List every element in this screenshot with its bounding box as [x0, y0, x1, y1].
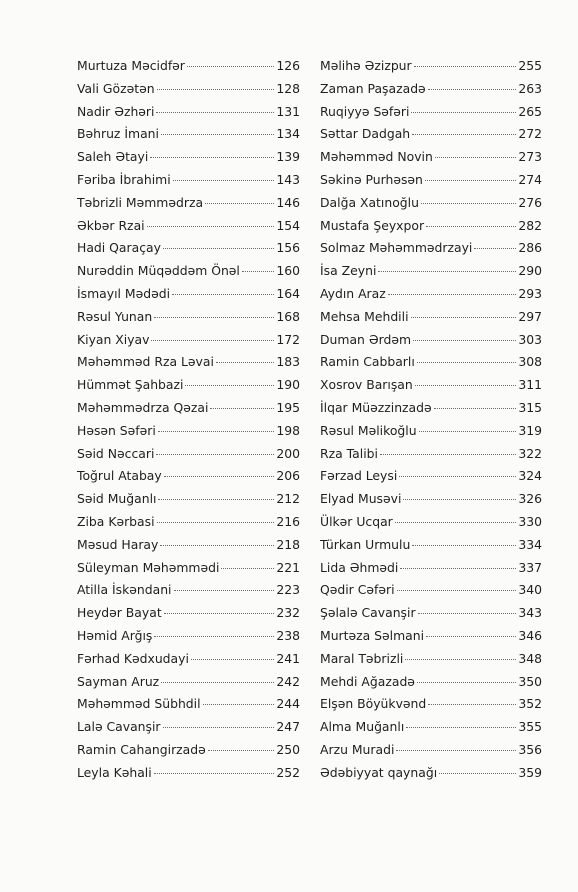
entry-page-number: 255 [518, 58, 542, 73]
entry-name: Hümmət Şahbazi [77, 377, 184, 393]
entry-page-number: 221 [276, 559, 300, 575]
entry-page-number: 276 [518, 194, 542, 210]
index-entry [77, 560, 300, 583]
entry-page-number: 252 [276, 764, 300, 780]
entry-page-number: 334 [518, 536, 542, 552]
entry-name: Hadi Qaraçay [77, 240, 161, 256]
index-entry [320, 696, 542, 719]
index-entry [320, 240, 542, 263]
entry-page-number: 198 [276, 422, 300, 438]
entry-name: Fərzad Leysi [320, 468, 398, 484]
index-entry [77, 81, 300, 104]
entry-name: Məhəmməd Sübhdil [77, 696, 201, 712]
entry-name: Türkan Urmulu [320, 536, 411, 552]
entry-page-number: 160 [276, 263, 300, 279]
dot-leader [378, 271, 516, 272]
index-entry [77, 468, 300, 491]
entry-page-number: 223 [276, 582, 300, 598]
entry-name: Arzu Muradi [320, 741, 395, 757]
entry-page-number: 322 [518, 445, 542, 461]
entry-page-number: 131 [276, 103, 300, 119]
dot-leader [412, 545, 516, 546]
index-entry [77, 263, 300, 286]
index-entry [320, 674, 542, 697]
entry-page-number: 232 [276, 605, 300, 621]
entry-page-number: 319 [518, 422, 542, 438]
index-entry [320, 605, 542, 628]
dot-leader [397, 590, 517, 591]
dot-leader [439, 773, 516, 774]
entry-page-number: 200 [276, 445, 300, 461]
entry-page-number: 297 [518, 308, 542, 324]
entry-name: Leyla Kəhali [77, 764, 152, 780]
dot-leader [388, 294, 517, 295]
entry-name: Qədir Cəfəri [320, 582, 395, 598]
dot-leader [154, 773, 275, 774]
entry-name: Məlihə Əzizpur [320, 58, 412, 73]
index-entry [320, 263, 542, 286]
dot-leader [174, 590, 275, 591]
entry-name: Kiyan Xiyav [77, 331, 150, 347]
index-entry [77, 765, 300, 788]
entry-name: Ramin Cahangirzadə [77, 741, 206, 757]
index-entry [77, 605, 300, 628]
index-entry [320, 218, 542, 241]
index-entry [320, 58, 542, 81]
index-entry [320, 719, 542, 742]
index-entry [77, 582, 300, 605]
entry-name: Elşən Böyükvənd [320, 696, 427, 712]
dot-leader [187, 66, 274, 67]
dot-leader [380, 454, 516, 455]
index-entry [320, 446, 542, 469]
entry-name: Ramin Cabbarlı [320, 354, 415, 370]
entry-name: Süleyman Məhəmmədi [77, 559, 220, 575]
index-entry [320, 286, 542, 309]
entry-name: Rəsul Məlikoğlu [320, 422, 417, 438]
index-entry [77, 719, 300, 742]
entry-page-number: 350 [518, 673, 542, 689]
dot-leader [411, 112, 516, 113]
entry-name: Məsud Haray [77, 536, 159, 552]
entry-name: İsa Zeyni [320, 263, 377, 279]
entry-name: Heydər Bayat [77, 605, 162, 621]
dot-leader [154, 636, 274, 637]
entry-page-number: 303 [518, 331, 542, 347]
entry-page-number: 216 [276, 513, 300, 529]
entry-name: Maral Təbrizli [320, 650, 404, 666]
dot-leader [221, 568, 274, 569]
dot-leader [395, 522, 517, 523]
dot-leader [154, 317, 274, 318]
index-entry [320, 651, 542, 674]
entry-name: Məhəmməd Novin [320, 149, 433, 165]
entry-page-number: 218 [276, 536, 300, 552]
dot-leader [191, 659, 274, 660]
index-entry [320, 104, 542, 127]
entry-name: Məhəmmədrza Qəzai [77, 399, 209, 415]
entry-page-number: 143 [276, 171, 300, 187]
entry-name: Mustafa Şeyxpor [320, 217, 425, 233]
entry-page-number: 146 [276, 194, 300, 210]
index-column-left [77, 58, 300, 788]
entry-page-number: 250 [276, 741, 300, 757]
entry-page-number: 348 [518, 650, 542, 666]
dot-leader [412, 134, 516, 135]
index-entry [320, 126, 542, 149]
entry-name: Lida Əhmədi [320, 559, 399, 575]
index-entry [77, 423, 300, 446]
entry-name: Məhəmməd Rza Ləvai [77, 354, 214, 370]
dot-leader [164, 476, 275, 477]
entry-name: Mehsa Mehdili [320, 308, 409, 324]
entry-page-number: 247 [276, 719, 300, 735]
index-entry [320, 765, 542, 788]
entry-name: Əkbər Rzai [77, 217, 145, 233]
dot-leader [418, 613, 517, 614]
index-entry [77, 674, 300, 697]
entry-name: Fərhad Kədxudayi [77, 650, 189, 666]
index-entry [320, 468, 542, 491]
entry-name: Rəsul Yunan [77, 308, 153, 324]
index-entry [77, 172, 300, 195]
index-entry [320, 628, 542, 651]
index-entry [320, 423, 542, 446]
entry-page-number: 273 [518, 149, 542, 165]
entry-name: Elyad Musəvi [320, 491, 402, 507]
entry-page-number: 156 [276, 240, 300, 256]
entry-page-number: 343 [518, 605, 542, 621]
dot-leader [173, 180, 275, 181]
index-entry [77, 195, 300, 218]
index-entry [77, 400, 300, 423]
entry-name: Ruqiyyə Səfəri [320, 103, 410, 119]
dot-leader [203, 704, 275, 705]
dot-leader [405, 659, 516, 660]
dot-leader [428, 89, 517, 90]
dot-leader [417, 682, 516, 683]
entry-page-number: 195 [276, 399, 300, 415]
entry-page-number: 326 [518, 491, 542, 507]
dot-leader [150, 157, 274, 158]
entry-name: Zaman Paşazadə [320, 80, 426, 96]
index-entry [320, 172, 542, 195]
entry-name: Atilla İskəndani [77, 582, 172, 598]
entry-page-number: 282 [518, 217, 542, 233]
index-entry [77, 309, 300, 332]
index-entry [77, 58, 300, 81]
dot-leader [147, 226, 275, 227]
entry-page-number: 293 [518, 285, 542, 301]
index-entry [320, 377, 542, 400]
entry-page-number: 340 [518, 582, 542, 598]
entry-page-number: 212 [276, 491, 300, 507]
entry-page-number: 128 [276, 80, 300, 96]
entry-name: Rza Talibi [320, 445, 378, 461]
dot-leader [151, 340, 274, 341]
dot-leader [406, 727, 516, 728]
dot-leader [242, 271, 274, 272]
entry-page-number: 190 [276, 377, 300, 393]
index-column-right [320, 58, 542, 788]
entry-name: Xosrov Barışan [320, 377, 413, 393]
entry-page-number: 337 [518, 559, 542, 575]
index-entry [77, 491, 300, 514]
entry-name: Saleh Ətayi [77, 149, 149, 165]
entry-name: Duman Ərdəm [320, 331, 412, 347]
entry-page-number: 242 [276, 673, 300, 689]
index-entry [77, 354, 300, 377]
entry-name: Həmid Arğış [77, 627, 153, 643]
dot-leader [210, 408, 274, 409]
entry-page-number: 154 [276, 217, 300, 233]
entry-page-number: 263 [518, 80, 542, 96]
dot-leader [426, 636, 516, 637]
dot-leader [417, 362, 517, 363]
entry-page-number: 164 [276, 285, 300, 301]
entry-page-number: 238 [276, 627, 300, 643]
dot-leader [403, 499, 516, 500]
index-entry [320, 309, 542, 332]
index-entry [320, 491, 542, 514]
entry-name: Səkinə Purhəsən [320, 171, 423, 187]
entry-page-number: 346 [518, 627, 542, 643]
dot-leader [205, 203, 274, 204]
index-entry [77, 446, 300, 469]
dot-leader [160, 545, 274, 546]
dot-leader [161, 134, 274, 135]
index-entry [77, 742, 300, 765]
dot-leader [413, 340, 516, 341]
entry-name: Fəriba İbrahimi [77, 171, 171, 187]
dot-leader [157, 522, 275, 523]
entry-name: Həsən Səfəri [77, 422, 156, 438]
dot-leader [434, 408, 517, 409]
entry-page-number: 134 [276, 126, 300, 142]
entry-name: İlqar Müəzzinzadə [320, 399, 432, 415]
dot-leader [158, 499, 274, 500]
entry-page-number: 206 [276, 468, 300, 484]
dot-leader [156, 454, 274, 455]
entry-page-number: 272 [518, 126, 542, 142]
dot-leader [161, 682, 274, 683]
entry-name: Ədəbiyyat qaynağı [320, 764, 438, 780]
entry-name: Səid Nəccari [77, 445, 155, 461]
entry-name: Mehdi Ağazadə [320, 673, 415, 689]
entry-name: Nadir Əzhəri [77, 103, 155, 119]
entry-name: Vali Gözətən [77, 80, 155, 96]
entry-name: Dalğa Xatınoğlu [320, 194, 419, 210]
dot-leader [415, 385, 517, 386]
dot-leader [156, 112, 274, 113]
entry-name: Solmaz Məhəmmədrzayi [320, 240, 473, 256]
entry-name: Murtəza Səlmani [320, 627, 425, 643]
dot-leader [399, 476, 516, 477]
dot-leader [208, 750, 275, 751]
index-entry [320, 400, 542, 423]
index-entry [77, 104, 300, 127]
entry-page-number: 290 [518, 263, 542, 279]
dot-leader [428, 704, 516, 705]
entry-page-number: 356 [518, 741, 542, 757]
dot-leader [400, 568, 516, 569]
entry-name: Sayman Aruz [77, 673, 160, 689]
dot-leader [216, 362, 274, 363]
entry-page-number: 168 [276, 308, 300, 324]
index-entry [77, 514, 300, 537]
index-entry [77, 651, 300, 674]
dot-leader [172, 294, 274, 295]
dot-leader [164, 613, 275, 614]
dot-leader [421, 203, 516, 204]
entry-page-number: 286 [518, 240, 542, 256]
entry-page-number: 183 [276, 354, 300, 370]
dot-leader [157, 89, 275, 90]
entry-page-number: 359 [518, 764, 542, 780]
index-entry [77, 537, 300, 560]
index-entry [77, 286, 300, 309]
dot-leader [426, 226, 516, 227]
entry-name: Aydın Araz [320, 285, 386, 301]
index-entry [77, 126, 300, 149]
index-entry [320, 195, 542, 218]
entry-name: Şəlalə Cavanşir [320, 605, 416, 621]
entry-name: Toğrul Atabay [77, 468, 162, 484]
dot-leader [474, 248, 516, 249]
index-entry [77, 377, 300, 400]
dot-leader [419, 431, 517, 432]
dot-leader [425, 180, 516, 181]
entry-name: Səttar Dadgah [320, 126, 411, 142]
index-entry [77, 240, 300, 263]
index-entry [77, 696, 300, 719]
index-entry [320, 149, 542, 172]
entry-page-number: 241 [276, 650, 300, 666]
dot-leader [396, 750, 516, 751]
entry-page-number: 265 [518, 103, 542, 119]
entry-name: Ziba Kərbasi [77, 513, 155, 529]
entry-name: İsmayıl Mədədi [77, 285, 171, 301]
index-entry [320, 742, 542, 765]
index-entry [77, 628, 300, 651]
index-entry [77, 218, 300, 241]
entry-page-number: 352 [518, 696, 542, 712]
entry-name: Lalə Cavanşir [77, 719, 161, 735]
entry-page-number: 324 [518, 468, 542, 484]
entry-name: Alma Muğanlı [320, 719, 405, 735]
entry-page-number: 172 [276, 331, 300, 347]
index-entry [77, 332, 300, 355]
index-entry [320, 514, 542, 537]
entry-page-number: 308 [518, 354, 542, 370]
dot-leader [435, 157, 517, 158]
entry-page-number: 311 [518, 377, 542, 393]
entry-page-number: 330 [518, 513, 542, 529]
dot-leader [158, 431, 275, 432]
entry-name: Bəhruz İmani [77, 126, 159, 142]
entry-name: Ülkər Ucqar [320, 513, 393, 529]
index-entry [320, 560, 542, 583]
index-entry [320, 582, 542, 605]
entry-page-number: 355 [518, 719, 542, 735]
entry-page-number: 274 [518, 171, 542, 187]
index-entry [320, 81, 542, 104]
index-entry [320, 354, 542, 377]
dot-leader [414, 66, 517, 67]
entry-name: Səid Muğanlı [77, 491, 157, 507]
index-entry [320, 332, 542, 355]
dot-leader [185, 385, 274, 386]
entry-page-number: 244 [276, 696, 300, 712]
entry-name: Murtuza Məcidfər [77, 58, 185, 73]
entry-page-number: 315 [518, 399, 542, 415]
dot-leader [163, 727, 275, 728]
entry-name: Nurəddin Müqəddəm Önəl [77, 263, 240, 279]
index-entry [77, 149, 300, 172]
entry-page-number: 126 [276, 58, 300, 73]
index-entry [320, 537, 542, 560]
dot-leader [163, 248, 274, 249]
dot-leader [411, 317, 517, 318]
entry-page-number: 139 [276, 149, 300, 165]
entry-name: Təbrizli Məmmədrza [77, 194, 204, 210]
